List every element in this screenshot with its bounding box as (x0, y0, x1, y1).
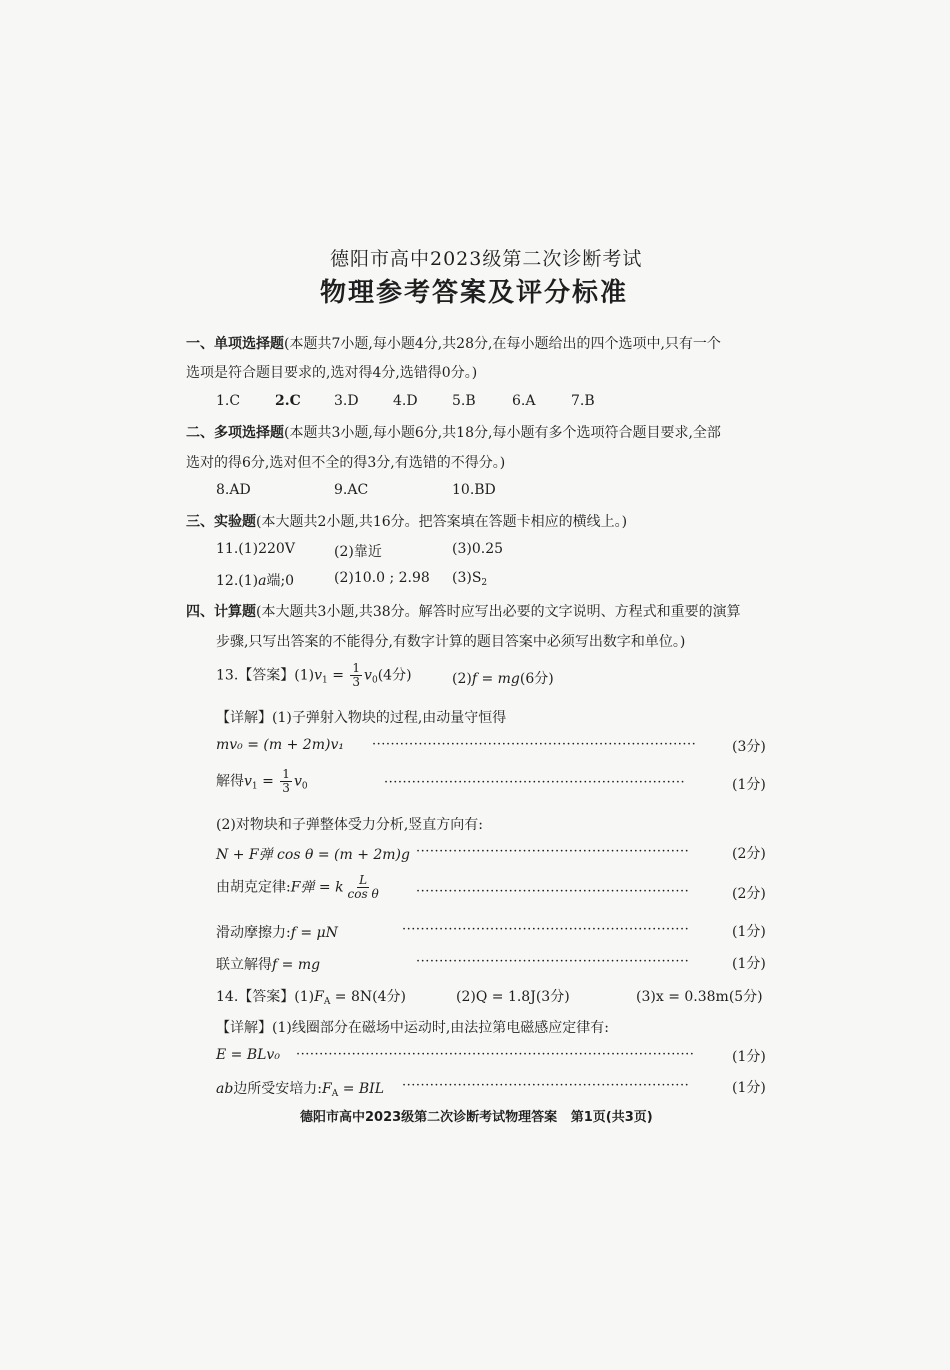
leader-dots: ······························································ (402, 922, 690, 937)
leader-dots: ······························································ (402, 1078, 690, 1093)
q13-eq4-label: 由胡克定律: (216, 879, 291, 896)
q13-ans1-den: 3 (352, 675, 361, 689)
q12-part3-text: (3)S (452, 570, 482, 586)
q13-eq2-sub: 1 (251, 781, 258, 792)
q13-eq1-score: (3分) (732, 739, 766, 755)
q14-eq2-label: 边所受安培力: (233, 1081, 323, 1097)
section4-label: 四、计算题 (186, 604, 256, 620)
page-footer (300, 1106, 653, 1125)
section2-desc1: (本题共3小题,每小题6分,共18分,每小题有多个选项符合题目要求,全部 (284, 425, 721, 441)
q14-ans1-rest: = 8N(4分) (330, 989, 406, 1005)
section2-answer-9: 9.AC (334, 482, 369, 498)
section2-heading (186, 422, 721, 442)
q12-part3 (452, 570, 487, 588)
q13-eq6-score: (1分) (732, 956, 766, 972)
section3-desc: (本大题共2小题,共16分。把答案填在答题卡相应的横线上。) (256, 514, 628, 530)
leader-dots: ··························································· (416, 954, 690, 969)
q13-eq2-fraction (280, 768, 292, 795)
q13-eq2-var: v (244, 773, 252, 790)
q13-answer2 (452, 668, 554, 688)
q14-eq2 (216, 1078, 384, 1099)
section1-answer-2: 2.C (275, 393, 301, 409)
q14-eq2-var: ab (216, 1081, 234, 1097)
q13-eq2-eq: = (257, 773, 279, 790)
q12-part3-sub: 2 (481, 578, 488, 588)
section3-heading (186, 511, 627, 531)
q11-part3: (3)0.25 (452, 541, 504, 557)
q14-ans2-expr: Q = 1.8J(3分) (475, 989, 570, 1005)
q14-ans3-label: (3) (636, 989, 656, 1005)
q13-eq1: mv₀ = (m + 2m)v₁ (216, 737, 344, 753)
q14-detail1: 【详解】(1)线圈部分在磁场中运动时,由法拉第电磁感应定律有: (216, 1020, 609, 1036)
q13-eq4-lhs: F弹 = k (290, 879, 344, 896)
section1-answer-4: 4.D (393, 393, 418, 409)
q13-eq5-score: (1分) (732, 924, 766, 940)
q14-eq2-sub: A (331, 1089, 339, 1099)
section1-answer-3: 3.D (334, 393, 359, 409)
q13-eq5-label: 滑动摩擦力: (216, 925, 291, 941)
q13-ans2-expr: f = mg (471, 671, 520, 687)
q13-eq4 (216, 874, 383, 901)
page-title: 物理参考答案及评分标准 (320, 278, 629, 308)
section1-heading (186, 333, 721, 353)
q11-part2: (2)靠近 (334, 544, 382, 560)
section1-answer-1: 1.C (216, 393, 241, 409)
q13-eq2-score: (1分) (732, 777, 766, 793)
q12-part1 (216, 570, 294, 590)
section1-desc1: (本题共7小题,每小题4分,共28分,在每小题给出的四个选项中,只有一个 (284, 336, 721, 352)
section2-label: 二、多项选择题 (186, 425, 284, 441)
footer-text: 德阳市高中2023级第二次诊断考试物理答案 (300, 1110, 558, 1125)
q13-eq2-num: 1 (282, 767, 290, 781)
q13-eq6-expr: f = mg (272, 957, 321, 973)
q14-ans3-expr: x = 0.38m(5分) (655, 989, 763, 1005)
q13-eq2-den: 3 (282, 781, 290, 795)
q13-eq5-expr: f = μN (290, 925, 338, 941)
q13-ans2-label: (2) (452, 671, 472, 687)
section4-heading (186, 601, 741, 621)
q13-eq3: N + F弹 cos θ = (m + 2m)g (216, 847, 410, 863)
q13-eq2-label: 解得 (216, 773, 244, 790)
q14-eq1-score: (1分) (732, 1049, 766, 1065)
q12-part2: (2)10.0 ; 2.98 (334, 570, 430, 586)
q13-ans1-sub: 1 (322, 675, 328, 686)
section2-answer-10: 10.BD (452, 482, 496, 498)
section1-answer-7: 7.B (571, 393, 595, 409)
q13-eq2-tail-sub: 0 (301, 781, 308, 792)
q13-eq4-fraction (346, 874, 381, 901)
q14-eq1: E = BLv₀ (216, 1047, 280, 1063)
q14-answer (216, 986, 406, 1007)
q14-answer3 (636, 986, 763, 1006)
q14-ans2-label: (2) (456, 989, 476, 1005)
q13-eq5 (216, 922, 338, 942)
q13-eq4-num: L (359, 873, 368, 887)
q13-ans1-fraction (350, 662, 362, 689)
section3-label: 三、实验题 (186, 514, 256, 530)
q11-part1: 11.(1)220V (216, 541, 295, 557)
leader-dots: ································································· (384, 775, 686, 790)
q14-eq2-expr: F (322, 1081, 332, 1097)
q13-eq6-label: 联立解得 (216, 957, 272, 973)
q13-eq2-tail: v (293, 773, 302, 790)
q13-detail2: (2)对物块和子弹整体受力分析,竖直方向有: (216, 817, 483, 833)
q13-ans1-num: 1 (352, 661, 361, 675)
q13-ans1-tail-var: v (364, 667, 372, 684)
q13-answer-prefix: 13.【答案】(1) (216, 667, 315, 684)
leader-dots: ······································································ (372, 737, 697, 752)
section1-answer-5: 5.B (452, 393, 476, 409)
q13-eq4-score: (2分) (732, 886, 766, 902)
q14-answer2 (456, 986, 570, 1006)
section1-desc2: 选项是符合题目要求的,选对得4分,选错得0分。) (186, 365, 478, 381)
q13-eq4-den: cos θ (347, 887, 379, 901)
section2-desc2: 选对的得6分,选对但不全的得3分,有选错的不得分。) (186, 455, 506, 471)
q13-ans2-score: (6分) (519, 671, 554, 687)
leader-dots: ······················································································ (296, 1047, 695, 1062)
q13-eq3-score: (2分) (732, 846, 766, 862)
q14-ans1-sub: A (323, 997, 331, 1007)
q13-ans1-var: v (314, 667, 323, 684)
section1-label: 一、单项选择题 (186, 336, 284, 352)
q14-eq2-rest: = BIL (338, 1081, 384, 1097)
section4-desc1: (本大题共3小题,共38分。解答时应写出必要的文字说明、方程式和重要的演算 (256, 604, 741, 620)
q13-eq2 (216, 768, 308, 795)
q13-ans1-eq: = (327, 667, 349, 684)
q12-part1-prefix: 12.(1) (216, 573, 259, 589)
footer-page-number: 第1页(共3页) (570, 1110, 653, 1125)
q13-answer (216, 662, 412, 689)
q13-ans1-score: (4分) (377, 667, 412, 684)
q13-detail1: 【详解】(1)子弹射入物块的过程,由动量守恒得 (216, 710, 507, 726)
q13-ans1-tail-sub: 0 (371, 675, 378, 686)
q14-answer-prefix: 14.【答案】(1) (216, 989, 315, 1005)
q13-eq6 (216, 954, 320, 974)
leader-dots: ··························································· (416, 844, 690, 859)
section4-desc2: 步骤,只写出答案的不能得分,有数字计算的题目答案中必须写出数字和单位。) (216, 634, 686, 650)
q14-ans1-var: F (314, 989, 324, 1005)
q12-part1-rest: 端;0 (266, 573, 295, 589)
leader-dots: ··························································· (416, 884, 690, 899)
section2-answer-8: 8.AD (216, 482, 251, 498)
q14-eq2-score: (1分) (732, 1080, 766, 1096)
exam-title: 德阳市高中2023级第二次诊断考试 (330, 248, 643, 270)
section1-answer-6: 6.A (512, 393, 536, 409)
q12-part1-var: a (258, 573, 267, 589)
